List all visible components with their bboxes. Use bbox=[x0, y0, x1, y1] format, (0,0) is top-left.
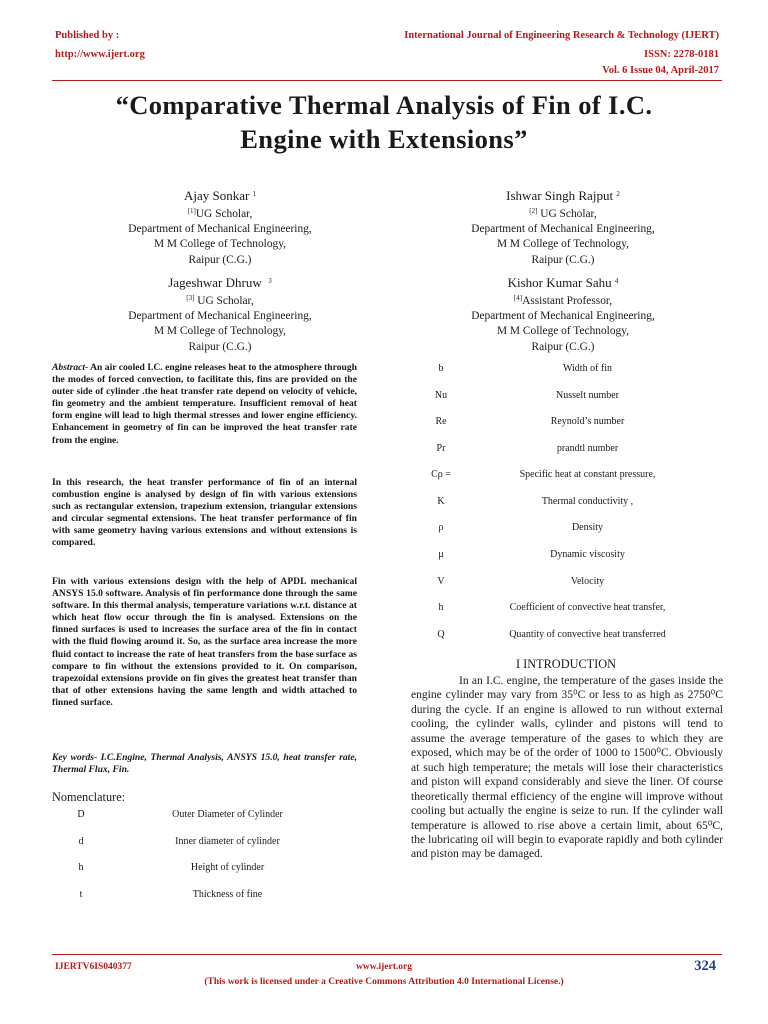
nomenclature-definition: Inner diameter of cylinder bbox=[175, 836, 280, 847]
nomenclature-definition: Thickness of fine bbox=[192, 889, 263, 900]
header-divider bbox=[52, 80, 722, 81]
author-mark: 2 bbox=[616, 190, 620, 198]
nomenclature-definition: Width of fin bbox=[562, 363, 613, 374]
author-ref: [3] bbox=[186, 294, 195, 302]
nomenclature-definition: Nusselt number bbox=[555, 390, 620, 401]
nomenclature-definition: Specific heat at constant pressure, bbox=[519, 469, 656, 480]
section-heading-introduction: I INTRODUCTION bbox=[515, 657, 617, 671]
author-college: M M College of Technology, bbox=[496, 238, 630, 251]
paper-id: IJERTV6IS040377 bbox=[55, 962, 132, 972]
author-name-line bbox=[403, 273, 723, 291]
author-college: M M College of Technology, bbox=[153, 325, 287, 338]
author-role: UG Scholar, bbox=[194, 295, 254, 307]
nomenclature-definition: Velocity bbox=[570, 576, 605, 587]
nomenclature-symbol: Nu bbox=[434, 390, 448, 401]
author-name-line bbox=[60, 273, 380, 291]
author-dept: Department of Mechanical Engineering, bbox=[128, 310, 312, 323]
author-college: M M College of Technology, bbox=[496, 325, 630, 338]
author-ref: [2] bbox=[529, 207, 538, 215]
nomenclature-definition: Height of cylinder bbox=[190, 862, 265, 873]
nomenclature-symbol: Pr bbox=[436, 443, 446, 454]
introduction-text: In an I.C. engine, the temperature of the gases inside the engine cylinder may vary from 35⁰C or less to as high as 2750⁰C during the cycle. If an engine is allowed to run without external cooling, the cylinder walls, cylinder and pistons will tend to assume the average temperature of the gases to which they are exposed, which may be of the order of 1000 to 1500⁰C. Obviously at such high temperature; the metals will lose their characteristics and piston will expand considerably and sieve the liner. Of course theoretically thermal efficiency of the engine will improve without cooling but actually the engine is seize to run. If the cylinder wall temperature is allowed to rise above a certain limit, about 65⁰C, the lubricating oil will begin to evaporate rapidly and both cylinder and piston may be damaged. bbox=[411, 675, 723, 861]
author-name: Ishwar Singh Rajput bbox=[506, 188, 614, 203]
author-college: M M College of Technology, bbox=[153, 238, 287, 251]
author-name: Jageshwar Dhruw bbox=[168, 275, 262, 290]
license-notice: (This work is licensed under a Creative Commons Attribution 4.0 International License.) bbox=[204, 977, 564, 987]
author-dept: Department of Mechanical Engineering, bbox=[471, 223, 655, 236]
journal-name: International Journal of Engineering Research & Technology (IJERT) bbox=[404, 30, 719, 41]
author-mark: 3 bbox=[268, 277, 272, 285]
keywords: Key words- I.C.Engine, Thermal Analysis, ANSYS 15.0, heat transfer rate, Thermal Flux, Fin. bbox=[52, 752, 357, 776]
nomenclature-definition: Coefficient of convective heat transfer, bbox=[509, 602, 666, 613]
issn-label: ISSN: 2278-0181 bbox=[644, 49, 719, 60]
author-dept: Department of Mechanical Engineering, bbox=[128, 223, 312, 236]
nomenclature-definition: Outer Diameter of Cylinder bbox=[172, 809, 283, 820]
abstract-paragraph bbox=[52, 362, 357, 447]
author-name: Ajay Sonkar bbox=[183, 188, 250, 203]
author-city: Raipur (C.G.) bbox=[531, 340, 595, 353]
author-role: UG Scholar, bbox=[537, 208, 597, 220]
author-city: Raipur (C.G.) bbox=[188, 340, 252, 353]
nomenclature-symbol: Q bbox=[437, 629, 445, 640]
volume-label: Vol. 6 Issue 04, April-2017 bbox=[602, 65, 719, 76]
author-role: UG Scholar, bbox=[195, 208, 253, 220]
nomenclature-title: Nomenclature: bbox=[52, 790, 126, 804]
introduction-paragraph bbox=[411, 674, 723, 862]
nomenclature-symbol: Cρ = bbox=[431, 469, 451, 480]
nomenclature-definition: Quantity of convective heat transferred bbox=[509, 629, 666, 640]
nomenclature-symbol: ρ bbox=[438, 522, 444, 533]
title-line-2: Engine with Extensions” bbox=[240, 124, 528, 154]
published-by-label: Published by : bbox=[55, 30, 120, 41]
author-mark: 4 bbox=[614, 277, 619, 285]
page-number: 324 bbox=[694, 958, 716, 974]
nomenclature-symbol: K bbox=[437, 496, 445, 507]
nomenclature-definition: Dynamic viscosity bbox=[550, 549, 625, 560]
nomenclature-symbol: Re bbox=[435, 416, 447, 427]
title-line-1: “Comparative Thermal Analysis of Fin of I.C. bbox=[115, 90, 653, 120]
author-city: Raipur (C.G.) bbox=[531, 253, 595, 266]
author-block-1 bbox=[60, 186, 380, 268]
author-name: Kishor Kumar Sahu bbox=[507, 275, 612, 290]
author-block-2 bbox=[403, 186, 723, 268]
nomenclature-definition: Density bbox=[571, 522, 604, 533]
author-name-line bbox=[60, 186, 380, 204]
footer-url-link[interactable]: www.ijert.org bbox=[356, 962, 412, 972]
author-dept: Department of Mechanical Engineering, bbox=[471, 310, 655, 323]
author-city: Raipur (C.G.) bbox=[188, 253, 252, 266]
nomenclature-definition: prandtl number bbox=[556, 443, 619, 454]
author-ref: [4] bbox=[513, 294, 523, 302]
author-block-3 bbox=[60, 273, 380, 355]
nomenclature-definition: Reynold’s number bbox=[550, 416, 625, 427]
abstract-label: Abstract- bbox=[52, 362, 89, 373]
paper-title bbox=[40, 88, 728, 156]
author-ref: [1] bbox=[187, 207, 196, 215]
footer-divider bbox=[52, 954, 722, 955]
author-name-line bbox=[403, 186, 723, 204]
author-block-4 bbox=[403, 273, 723, 355]
author-role: Assistant Professor, bbox=[522, 295, 613, 307]
nomenclature-symbol: D bbox=[77, 809, 85, 820]
nomenclature-symbol: t bbox=[79, 889, 83, 900]
nomenclature-symbol: d bbox=[78, 836, 84, 847]
author-mark: 1 bbox=[252, 190, 257, 198]
nomenclature-symbol: h bbox=[78, 862, 84, 873]
abstract-text: An air cooled I.C. engine releases heat to the atmosphere through the modes of forced convection, to facilitate this, fins are provided on the outer side of cylinder .the heat transfer rate depend on velocity of vehicle, fin geometry and the ambient temperature. Insufficient removal of heat form engine will lead to high thermal stresses and lower engine efficiency. Enhancement in geometry of fin can be improved the heat transfer rate from the engine. bbox=[52, 362, 357, 446]
nomenclature-symbol: h bbox=[438, 602, 444, 613]
nomenclature-symbol: V bbox=[437, 576, 445, 587]
journal-url-link[interactable]: http://www.ijert.org bbox=[55, 49, 145, 60]
abstract-paragraph-2: In this research, the heat transfer performance of fin of an internal combustion engine is analysed by design of fin with various extensions such as rectangular extension, trapezium extension, triangular extensions and circular segmental extensions. The heat transfer performance of fin with same geometry having various extensions and without extensions is compared. bbox=[52, 477, 357, 549]
nomenclature-symbol: μ bbox=[438, 549, 444, 560]
abstract-paragraph-3: Fin with various extensions design with the help of APDL mechanical ANSYS 15.0 software. Analysis of fin performance done through the same software. In this thermal analysis, temperature variations w.r.t. distance at which heat flow occur through the fin is analysed. Extensions on the finned surfaces is used to increases the surface area of the fin in contact with the fluid flowing around it. So, as the surface area increase the more fluid contact to increase the rate of heat transfers from the base surface as compare to fin without the extensions provided to it. On comparison, trapezoidal extensions provide on fin gives the greatest heat transfer than that of other extensions having the same length and width attached to finned surface. bbox=[52, 576, 357, 708]
nomenclature-definition: Thermal conductivity , bbox=[541, 496, 634, 507]
nomenclature-symbol: b bbox=[438, 363, 444, 374]
